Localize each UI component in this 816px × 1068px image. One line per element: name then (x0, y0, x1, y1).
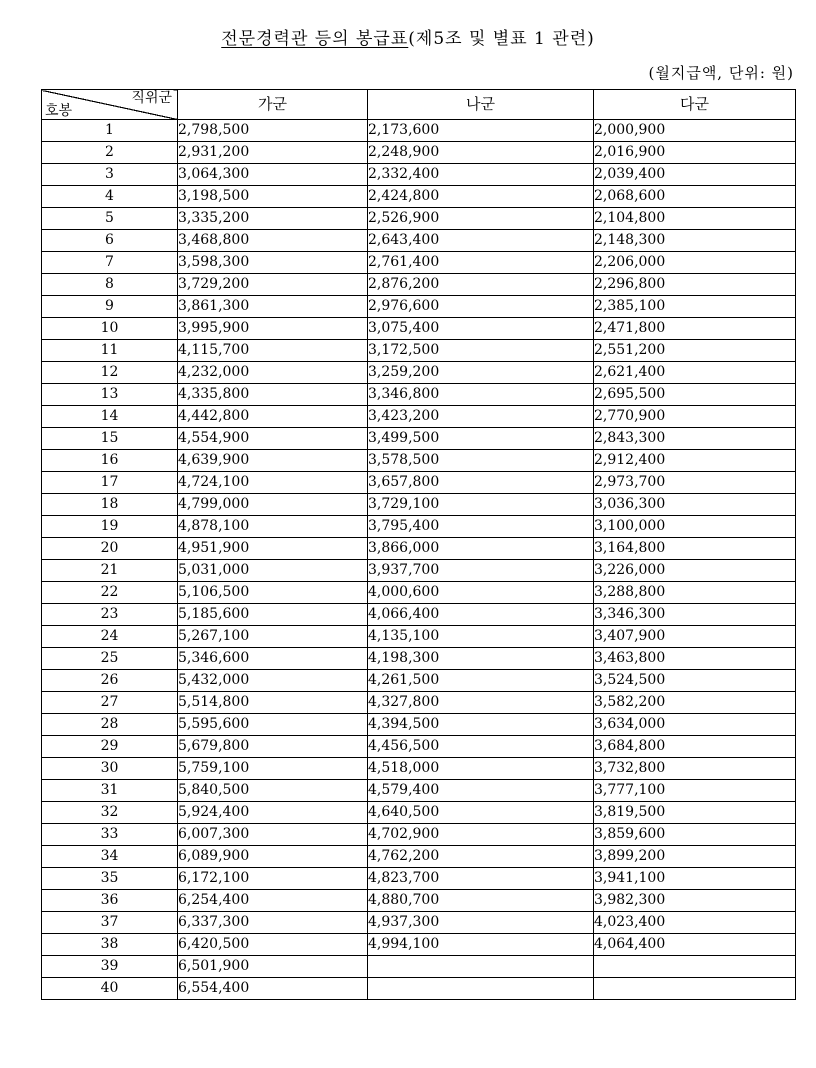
na-value-cell: 2,876,200 (368, 274, 594, 296)
da-value-cell: 3,288,800 (594, 582, 796, 604)
step-cell: 22 (42, 582, 178, 604)
table-row (42, 802, 796, 824)
na-value-cell (368, 978, 594, 1000)
ga-value-cell: 4,335,800 (178, 384, 368, 406)
ga-value-cell: 6,007,300 (178, 824, 368, 846)
ga-value-cell: 5,679,800 (178, 736, 368, 758)
da-value-cell: 2,912,400 (594, 450, 796, 472)
table-body (42, 120, 796, 1000)
da-value-cell: 2,770,900 (594, 406, 796, 428)
na-value-cell: 3,866,000 (368, 538, 594, 560)
step-cell: 15 (42, 428, 178, 450)
na-value-cell: 4,135,100 (368, 626, 594, 648)
table-row (42, 252, 796, 274)
na-value-cell (368, 956, 594, 978)
step-cell: 24 (42, 626, 178, 648)
da-value-cell: 3,100,000 (594, 516, 796, 538)
na-value-cell: 3,259,200 (368, 362, 594, 384)
ga-value-cell: 4,639,900 (178, 450, 368, 472)
step-cell: 28 (42, 714, 178, 736)
ga-value-cell: 2,931,200 (178, 142, 368, 164)
ga-value-cell: 4,232,000 (178, 362, 368, 384)
table-row (42, 340, 796, 362)
da-value-cell: 3,684,800 (594, 736, 796, 758)
ga-value-cell: 3,335,200 (178, 208, 368, 230)
table-row (42, 934, 796, 956)
step-cell: 32 (42, 802, 178, 824)
da-value-cell: 2,973,700 (594, 472, 796, 494)
na-value-cell: 3,423,200 (368, 406, 594, 428)
na-value-cell: 4,394,500 (368, 714, 594, 736)
step-cell: 21 (42, 560, 178, 582)
ga-value-cell: 4,724,100 (178, 472, 368, 494)
ga-value-cell: 5,346,600 (178, 648, 368, 670)
da-value-cell: 3,634,000 (594, 714, 796, 736)
corner-header-cell (42, 90, 178, 120)
step-cell: 35 (42, 868, 178, 890)
step-cell: 3 (42, 164, 178, 186)
table-row (42, 406, 796, 428)
na-value-cell: 3,172,500 (368, 340, 594, 362)
na-value-cell: 4,640,500 (368, 802, 594, 824)
da-value-cell: 2,000,900 (594, 120, 796, 142)
ga-value-cell: 5,759,100 (178, 758, 368, 780)
step-cell: 16 (42, 450, 178, 472)
da-value-cell: 2,385,100 (594, 296, 796, 318)
da-value-cell (594, 978, 796, 1000)
step-cell: 11 (42, 340, 178, 362)
da-value-cell (594, 956, 796, 978)
title-suffix: (제5조 및 별표 1 관련) (408, 29, 595, 49)
table-row (42, 516, 796, 538)
step-cell: 1 (42, 120, 178, 142)
table-row (42, 868, 796, 890)
step-cell: 40 (42, 978, 178, 1000)
table-row (42, 582, 796, 604)
na-value-cell: 4,880,700 (368, 890, 594, 912)
da-value-cell: 3,346,300 (594, 604, 796, 626)
ga-value-cell: 5,267,100 (178, 626, 368, 648)
da-value-cell: 2,843,300 (594, 428, 796, 450)
da-value-cell: 3,582,200 (594, 692, 796, 714)
step-cell: 7 (42, 252, 178, 274)
na-value-cell: 4,994,100 (368, 934, 594, 956)
table-row (42, 538, 796, 560)
ga-value-cell: 6,554,400 (178, 978, 368, 1000)
table-row (42, 626, 796, 648)
na-value-cell: 4,823,700 (368, 868, 594, 890)
ga-value-cell: 3,995,900 (178, 318, 368, 340)
da-value-cell: 2,296,800 (594, 274, 796, 296)
step-cell: 2 (42, 142, 178, 164)
table-row (42, 560, 796, 582)
da-value-cell: 2,068,600 (594, 186, 796, 208)
na-value-cell: 4,518,000 (368, 758, 594, 780)
na-value-cell: 4,456,500 (368, 736, 594, 758)
column-header-ga: 가군 (178, 90, 368, 120)
ga-value-cell: 5,031,000 (178, 560, 368, 582)
da-value-cell: 3,982,300 (594, 890, 796, 912)
na-value-cell: 4,000,600 (368, 582, 594, 604)
da-value-cell: 2,551,200 (594, 340, 796, 362)
da-value-cell: 4,064,400 (594, 934, 796, 956)
ga-value-cell: 4,115,700 (178, 340, 368, 362)
ga-value-cell: 5,106,500 (178, 582, 368, 604)
ga-value-cell: 6,089,900 (178, 846, 368, 868)
corner-label-position-group: 직위군 (131, 90, 172, 106)
da-value-cell: 2,206,000 (594, 252, 796, 274)
na-value-cell: 2,761,400 (368, 252, 594, 274)
na-value-cell: 4,702,900 (368, 824, 594, 846)
ga-value-cell: 4,554,900 (178, 428, 368, 450)
step-cell: 31 (42, 780, 178, 802)
table-row (42, 472, 796, 494)
na-value-cell: 3,499,500 (368, 428, 594, 450)
ga-value-cell: 3,198,500 (178, 186, 368, 208)
ga-value-cell: 3,468,800 (178, 230, 368, 252)
na-value-cell: 4,937,300 (368, 912, 594, 934)
step-cell: 34 (42, 846, 178, 868)
title-main: 전문경력관 등의 봉급표 (221, 29, 409, 49)
table-row (42, 230, 796, 252)
table-row (42, 736, 796, 758)
da-value-cell: 3,859,600 (594, 824, 796, 846)
step-cell: 38 (42, 934, 178, 956)
table-row (42, 296, 796, 318)
table-row (42, 384, 796, 406)
ga-value-cell: 5,514,800 (178, 692, 368, 714)
step-cell: 5 (42, 208, 178, 230)
step-cell: 29 (42, 736, 178, 758)
ga-value-cell: 3,861,300 (178, 296, 368, 318)
header-row (42, 90, 796, 120)
da-value-cell: 3,777,100 (594, 780, 796, 802)
na-value-cell: 4,066,400 (368, 604, 594, 626)
step-cell: 17 (42, 472, 178, 494)
da-value-cell: 2,039,400 (594, 164, 796, 186)
na-value-cell: 3,729,100 (368, 494, 594, 516)
na-value-cell: 4,579,400 (368, 780, 594, 802)
step-cell: 14 (42, 406, 178, 428)
na-value-cell: 4,762,200 (368, 846, 594, 868)
table-row (42, 758, 796, 780)
table-row (42, 494, 796, 516)
table-row (42, 450, 796, 472)
ga-value-cell: 6,254,400 (178, 890, 368, 912)
ga-value-cell: 5,185,600 (178, 604, 368, 626)
da-value-cell: 3,819,500 (594, 802, 796, 824)
table-row (42, 186, 796, 208)
table-row (42, 604, 796, 626)
na-value-cell: 3,346,800 (368, 384, 594, 406)
step-cell: 13 (42, 384, 178, 406)
ga-value-cell: 5,432,000 (178, 670, 368, 692)
ga-value-cell: 4,951,900 (178, 538, 368, 560)
step-cell: 6 (42, 230, 178, 252)
ga-value-cell: 6,420,500 (178, 934, 368, 956)
da-value-cell: 3,732,800 (594, 758, 796, 780)
da-value-cell: 3,899,200 (594, 846, 796, 868)
step-cell: 27 (42, 692, 178, 714)
da-value-cell: 3,226,000 (594, 560, 796, 582)
table-row (42, 318, 796, 340)
na-value-cell: 3,657,800 (368, 472, 594, 494)
step-cell: 39 (42, 956, 178, 978)
na-value-cell: 2,332,400 (368, 164, 594, 186)
step-cell: 25 (42, 648, 178, 670)
da-value-cell: 3,407,900 (594, 626, 796, 648)
unit-note: (월지급액, 단위: 원) (648, 64, 794, 82)
na-value-cell: 4,327,800 (368, 692, 594, 714)
da-value-cell: 3,463,800 (594, 648, 796, 670)
table-row (42, 208, 796, 230)
step-cell: 8 (42, 274, 178, 296)
step-cell: 33 (42, 824, 178, 846)
na-value-cell: 3,795,400 (368, 516, 594, 538)
table-row (42, 714, 796, 736)
step-cell: 26 (42, 670, 178, 692)
step-cell: 12 (42, 362, 178, 384)
ga-value-cell: 6,172,100 (178, 868, 368, 890)
table-row (42, 648, 796, 670)
table-row (42, 164, 796, 186)
da-value-cell: 4,023,400 (594, 912, 796, 934)
na-value-cell: 2,248,900 (368, 142, 594, 164)
da-value-cell: 2,016,900 (594, 142, 796, 164)
table-row (42, 846, 796, 868)
ga-value-cell: 3,064,300 (178, 164, 368, 186)
corner-label-step: 호봉 (45, 103, 73, 119)
da-value-cell: 2,695,500 (594, 384, 796, 406)
salary-table (41, 89, 796, 1000)
step-cell: 9 (42, 296, 178, 318)
table-row (42, 824, 796, 846)
na-value-cell: 2,424,800 (368, 186, 594, 208)
step-cell: 18 (42, 494, 178, 516)
step-cell: 4 (42, 186, 178, 208)
step-cell: 37 (42, 912, 178, 934)
da-value-cell: 2,621,400 (594, 362, 796, 384)
table-row (42, 956, 796, 978)
ga-value-cell: 6,337,300 (178, 912, 368, 934)
ga-value-cell: 5,924,400 (178, 802, 368, 824)
na-value-cell: 2,643,400 (368, 230, 594, 252)
ga-value-cell: 2,798,500 (178, 120, 368, 142)
da-value-cell: 3,941,100 (594, 868, 796, 890)
da-value-cell: 3,036,300 (594, 494, 796, 516)
na-value-cell: 4,261,500 (368, 670, 594, 692)
table-row (42, 142, 796, 164)
ga-value-cell: 4,442,800 (178, 406, 368, 428)
step-cell: 20 (42, 538, 178, 560)
ga-value-cell: 5,840,500 (178, 780, 368, 802)
na-value-cell: 4,198,300 (368, 648, 594, 670)
ga-value-cell: 6,501,900 (178, 956, 368, 978)
ga-value-cell: 3,598,300 (178, 252, 368, 274)
step-cell: 36 (42, 890, 178, 912)
da-value-cell: 2,471,800 (594, 318, 796, 340)
table-row (42, 912, 796, 934)
table-row (42, 780, 796, 802)
column-header-na: 나군 (368, 90, 594, 120)
table-row (42, 978, 796, 1000)
da-value-cell: 3,524,500 (594, 670, 796, 692)
na-value-cell: 2,976,600 (368, 296, 594, 318)
table-row (42, 120, 796, 142)
step-cell: 23 (42, 604, 178, 626)
column-header-da: 다군 (594, 90, 796, 120)
table-row (42, 362, 796, 384)
da-value-cell: 2,104,800 (594, 208, 796, 230)
table-row (42, 670, 796, 692)
table-row (42, 890, 796, 912)
ga-value-cell: 5,595,600 (178, 714, 368, 736)
step-cell: 19 (42, 516, 178, 538)
table-row (42, 428, 796, 450)
da-value-cell: 3,164,800 (594, 538, 796, 560)
ga-value-cell: 4,878,100 (178, 516, 368, 538)
na-value-cell: 2,526,900 (368, 208, 594, 230)
ga-value-cell: 4,799,000 (178, 494, 368, 516)
page-title (0, 24, 816, 49)
da-value-cell: 2,148,300 (594, 230, 796, 252)
na-value-cell: 3,937,700 (368, 560, 594, 582)
table-row (42, 274, 796, 296)
na-value-cell: 2,173,600 (368, 120, 594, 142)
ga-value-cell: 3,729,200 (178, 274, 368, 296)
na-value-cell: 3,578,500 (368, 450, 594, 472)
step-cell: 30 (42, 758, 178, 780)
na-value-cell: 3,075,400 (368, 318, 594, 340)
step-cell: 10 (42, 318, 178, 340)
table-row (42, 692, 796, 714)
